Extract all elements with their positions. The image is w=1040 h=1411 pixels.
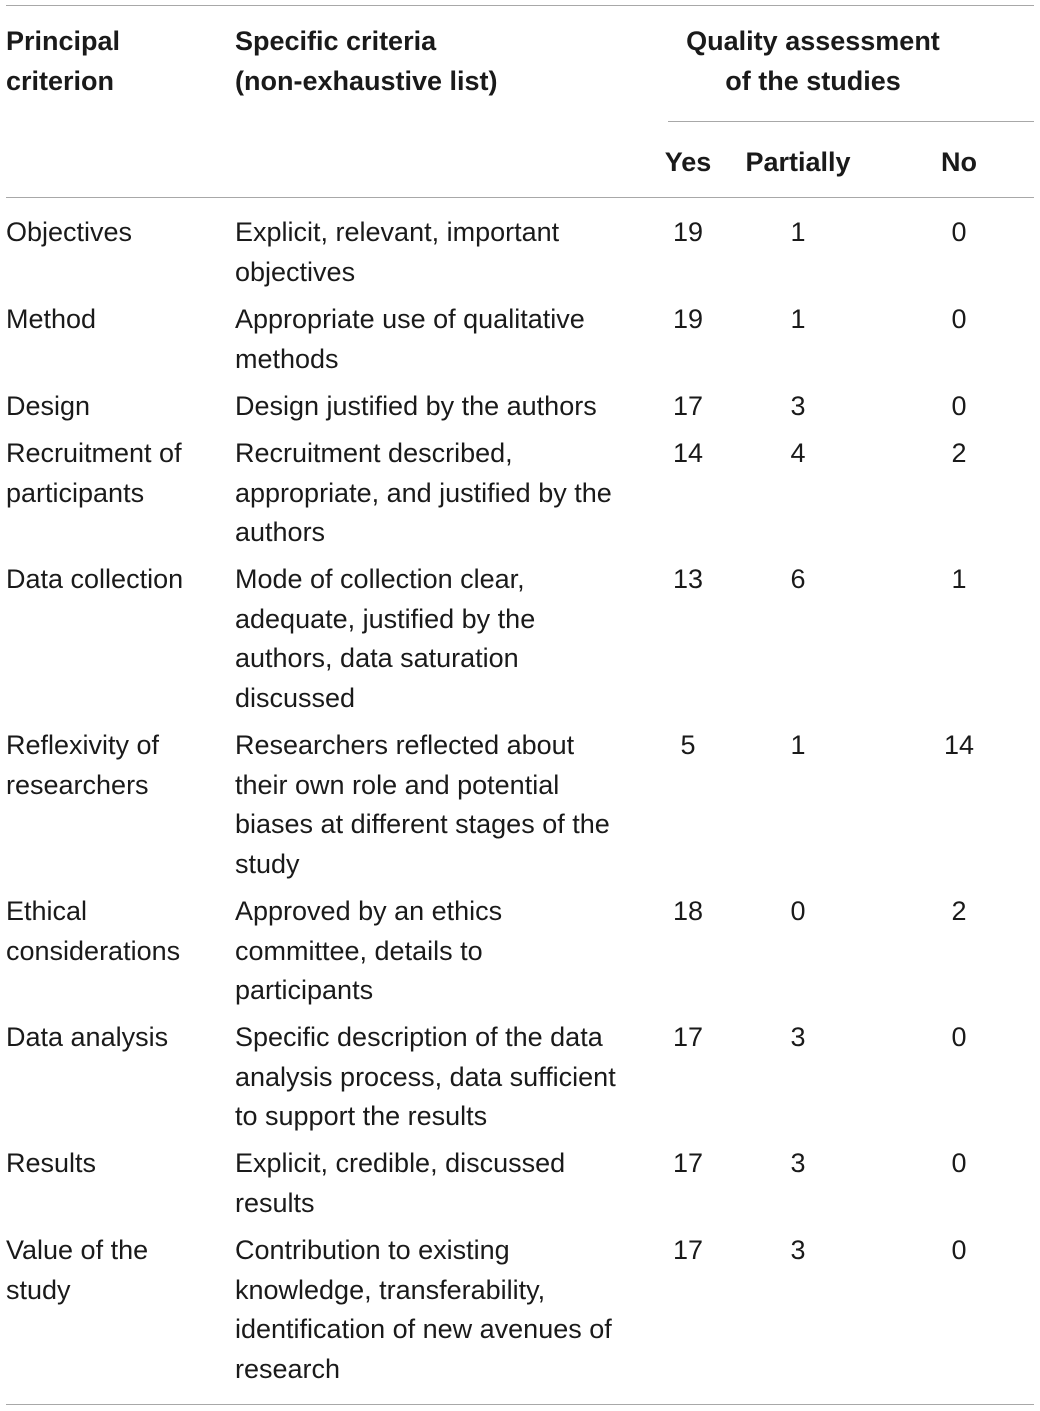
partially-count-cell: 0	[790, 896, 806, 926]
yes-count-cell: 17	[672, 1235, 704, 1265]
partially-count-cell: 1	[790, 304, 806, 334]
no-count-cell: 14	[943, 730, 975, 760]
yes-count-cell: 17	[672, 1022, 704, 1052]
header-yes: Yes	[664, 147, 712, 177]
no-count-cell: 0	[951, 1022, 967, 1052]
yes-count-cell: 14	[672, 438, 704, 468]
specific-criteria-cell: Researchers reflected about their own role and potential biases at different stages of the study	[235, 730, 610, 879]
specific-criteria-cell: Design justified by the authors	[235, 391, 597, 421]
specific-criteria-cell: Appropriate use of qualitative methods	[235, 304, 585, 374]
table-top-rule	[6, 5, 1034, 6]
header-partially: Partially	[745, 147, 851, 177]
header-principal-criterion: Principal criterion	[6, 26, 121, 96]
principal-criterion-cell: Objectives	[6, 217, 133, 247]
partially-count-cell: 3	[790, 391, 806, 421]
yes-count-cell: 19	[672, 304, 704, 334]
no-count-cell: 0	[951, 217, 967, 247]
header-bottom-rule	[6, 197, 1034, 198]
specific-criteria-cell: Mode of collection clear, adequate, justified by the authors, data saturation discussed	[235, 564, 536, 713]
specific-criteria-cell: Specific description of the data analysis process, data sufficient to support the results	[235, 1022, 616, 1131]
yes-count-cell: 17	[672, 391, 704, 421]
principal-criterion-cell: Ethical considerations	[6, 896, 181, 966]
partially-count-cell: 6	[790, 564, 806, 594]
principal-criterion-cell: Data analysis	[6, 1022, 169, 1052]
yes-count-cell: 13	[672, 564, 704, 594]
specific-criteria-cell: Explicit, relevant, important objectives	[235, 217, 560, 287]
specific-criteria-cell: Contribution to existing knowledge, transferability, identification of new avenues of research	[235, 1235, 612, 1384]
header-specific-criteria: Specific criteria (non-exhaustive list)	[235, 26, 498, 96]
partially-count-cell: 1	[790, 217, 806, 247]
principal-criterion-cell: Data collection	[6, 564, 184, 594]
header-no: No	[941, 147, 977, 177]
partially-count-cell: 3	[790, 1022, 806, 1052]
specific-criteria-cell: Approved by an ethics committee, details to participants	[235, 896, 503, 1005]
specific-criteria-cell: Recruitment described, appropriate, and justified by the authors	[235, 438, 612, 547]
principal-criterion-cell: Value of the study	[6, 1235, 149, 1305]
no-count-cell: 2	[951, 438, 967, 468]
specific-criteria-cell: Explicit, credible, discussed results	[235, 1148, 566, 1218]
no-count-cell: 0	[951, 304, 967, 334]
partially-count-cell: 3	[790, 1148, 806, 1178]
yes-count-cell: 19	[672, 217, 704, 247]
principal-criterion-cell: Recruitment of participants	[6, 438, 182, 508]
yes-count-cell: 17	[672, 1148, 704, 1178]
partially-count-cell: 3	[790, 1235, 806, 1265]
yes-count-cell: 18	[672, 896, 704, 926]
header-group-rule	[668, 121, 1034, 122]
principal-criterion-cell: Method	[6, 304, 97, 334]
no-count-cell: 0	[951, 1148, 967, 1178]
no-count-cell: 1	[951, 564, 967, 594]
no-count-cell: 2	[951, 896, 967, 926]
no-count-cell: 0	[951, 1235, 967, 1265]
no-count-cell: 0	[951, 391, 967, 421]
principal-criterion-cell: Design	[6, 391, 91, 421]
table-bottom-rule	[6, 1404, 1034, 1405]
header-quality-assessment: Quality assessment of the studies	[686, 26, 940, 96]
principal-criterion-cell: Reflexivity of researchers	[6, 730, 160, 800]
principal-criterion-cell: Results	[6, 1148, 97, 1178]
partially-count-cell: 1	[790, 730, 806, 760]
yes-count-cell: 5	[680, 730, 696, 760]
partially-count-cell: 4	[790, 438, 806, 468]
